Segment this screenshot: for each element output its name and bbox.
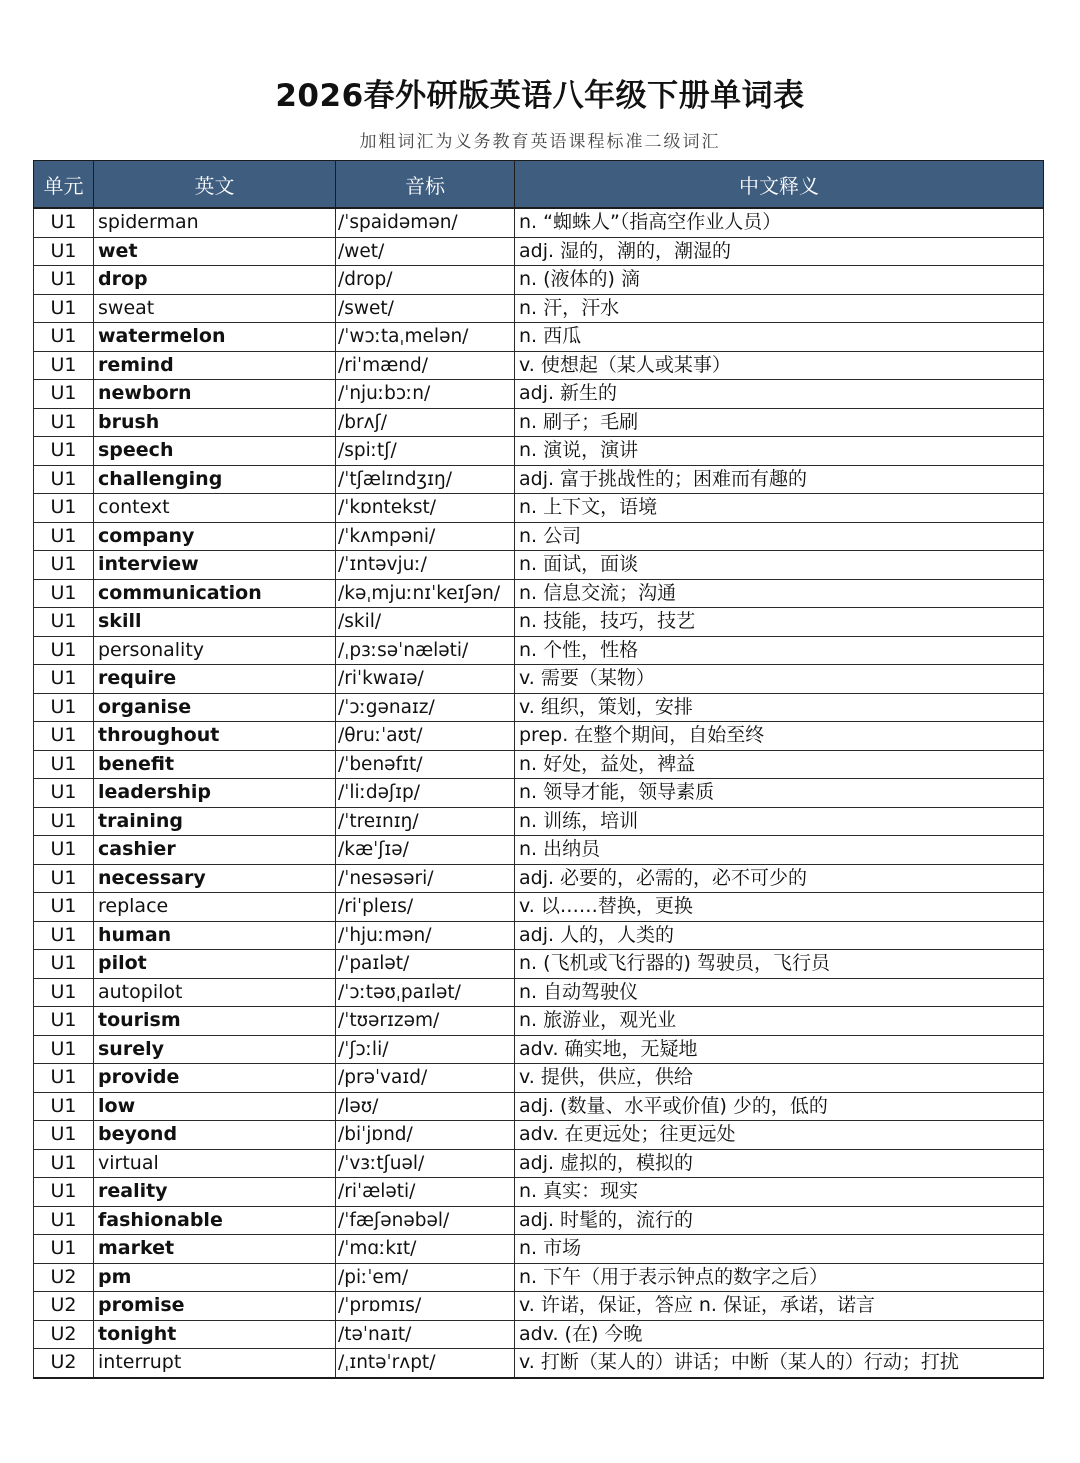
word-cell: skill [94, 608, 336, 637]
table-row [34, 893, 1044, 922]
word-cell: virtual [94, 1149, 336, 1178]
phonetic-cell: /ˈɔːtəʊˌpaɪlət/ [336, 978, 515, 1007]
word-cell: fashionable [94, 1206, 336, 1235]
table-row [34, 921, 1044, 950]
table-row [34, 950, 1044, 979]
table-row [34, 1035, 1044, 1064]
table-row [34, 978, 1044, 1007]
meaning-cell: adj. 虚拟的，模拟的 [515, 1149, 1044, 1178]
meaning-cell: n. 刷子；毛刷 [515, 408, 1044, 437]
table-row [34, 636, 1044, 665]
meaning-cell: n. 西瓜 [515, 323, 1044, 352]
word-cell: necessary [94, 864, 336, 893]
unit-cell: U1 [34, 465, 94, 494]
table-row [34, 237, 1044, 266]
word-cell: communication [94, 579, 336, 608]
table-row [34, 208, 1044, 237]
unit-cell: U1 [34, 693, 94, 722]
meaning-cell: adj. (数量、水平或价值) 少的，低的 [515, 1092, 1044, 1121]
word-cell: wet [94, 237, 336, 266]
meaning-cell: n. 训练，培训 [515, 807, 1044, 836]
phonetic-cell: /ˌɪntəˈrʌpt/ [336, 1349, 515, 1378]
phonetic-cell: /ˈnjuːbɔːn/ [336, 380, 515, 409]
meaning-cell: n. 真实：现实 [515, 1178, 1044, 1207]
word-cell: promise [94, 1292, 336, 1321]
word-cell: pilot [94, 950, 336, 979]
unit-cell: U1 [34, 408, 94, 437]
unit-cell: U1 [34, 1092, 94, 1121]
header-phonetic: 音标 [336, 161, 515, 209]
unit-cell: U1 [34, 437, 94, 466]
phonetic-cell: /riˈmænd/ [336, 351, 515, 380]
phonetic-cell: /riˈpleɪs/ [336, 893, 515, 922]
phonetic-cell: /kæˈʃɪə/ [336, 836, 515, 865]
meaning-cell: n. 演说，演讲 [515, 437, 1044, 466]
table-row [34, 1092, 1044, 1121]
meaning-cell: v. 需要（某物） [515, 665, 1044, 694]
unit-cell: U1 [34, 522, 94, 551]
word-cell: replace [94, 893, 336, 922]
meaning-cell: n. 好处，益处，裨益 [515, 750, 1044, 779]
phonetic-cell: /drop/ [336, 266, 515, 295]
phonetic-cell: /ˈspaidəmən/ [336, 208, 515, 237]
phonetic-cell: /ˈwɔːtaˌmelən/ [336, 323, 515, 352]
meaning-cell: v. 提供，供应，供给 [515, 1064, 1044, 1093]
word-cell: tourism [94, 1007, 336, 1036]
unit-cell: U1 [34, 750, 94, 779]
meaning-cell: n. 自动驾驶仪 [515, 978, 1044, 1007]
unit-cell: U2 [34, 1263, 94, 1292]
phonetic-cell: /brʌʃ/ [336, 408, 515, 437]
meaning-cell: v. 许诺，保证，答应 n. 保证，承诺，诺言 [515, 1292, 1044, 1321]
table-row [34, 1064, 1044, 1093]
word-cell: remind [94, 351, 336, 380]
meaning-cell: adj. 湿的，潮的，潮湿的 [515, 237, 1044, 266]
phonetic-cell: /swet/ [336, 294, 515, 323]
table-row [34, 1235, 1044, 1264]
unit-cell: U1 [34, 807, 94, 836]
word-cell: reality [94, 1178, 336, 1207]
word-cell: interview [94, 551, 336, 580]
phonetic-cell: /spiːtʃ/ [336, 437, 515, 466]
word-cell: human [94, 921, 336, 950]
meaning-cell: v. 打断（某人的）讲话；中断（某人的）行动；打扰 [515, 1349, 1044, 1378]
word-cell: market [94, 1235, 336, 1264]
word-cell: throughout [94, 722, 336, 751]
table-row [34, 465, 1044, 494]
unit-cell: U1 [34, 978, 94, 1007]
unit-cell: U1 [34, 1178, 94, 1207]
unit-cell: U1 [34, 1121, 94, 1150]
page-subtitle: 加粗词汇为义务教育英语课程标准二级词汇 [359, 132, 721, 152]
table-row [34, 380, 1044, 409]
phonetic-cell: /ˈʃɔːli/ [336, 1035, 515, 1064]
meaning-cell: v. 组织，策划，安排 [515, 693, 1044, 722]
unit-cell: U2 [34, 1292, 94, 1321]
meaning-cell: adj. 新生的 [515, 380, 1044, 409]
phonetic-cell: /riˈkwaɪə/ [336, 665, 515, 694]
meaning-cell: n. (飞机或飞行器的) 驾驶员，飞行员 [515, 950, 1044, 979]
phonetic-cell: /ˈmɑːkɪt/ [336, 1235, 515, 1264]
phonetic-cell: /ˈɪntəvjuː/ [336, 551, 515, 580]
meaning-cell: adj. 时髦的，流行的 [515, 1206, 1044, 1235]
unit-cell: U1 [34, 893, 94, 922]
phonetic-cell: /θruːˈaʊt/ [336, 722, 515, 751]
unit-cell: U1 [34, 237, 94, 266]
word-cell: brush [94, 408, 336, 437]
table-row [34, 522, 1044, 551]
unit-cell: U1 [34, 608, 94, 637]
vocabulary-table [33, 160, 1044, 1379]
word-cell: pm [94, 1263, 336, 1292]
unit-cell: U1 [34, 1035, 94, 1064]
word-cell: benefit [94, 750, 336, 779]
word-cell: require [94, 665, 336, 694]
unit-cell: U1 [34, 323, 94, 352]
meaning-cell: n. 旅游业，观光业 [515, 1007, 1044, 1036]
table-row [34, 579, 1044, 608]
table-row [34, 864, 1044, 893]
table-row [34, 665, 1044, 694]
page-title: 2026春外研版英语八年级下册单词表 [275, 78, 805, 114]
unit-cell: U1 [34, 1235, 94, 1264]
meaning-cell: n. 出纳员 [515, 836, 1044, 865]
word-cell: surely [94, 1035, 336, 1064]
table-row [34, 266, 1044, 295]
meaning-cell: n. 汗，汗水 [515, 294, 1044, 323]
unit-cell: U1 [34, 665, 94, 694]
meaning-cell: adj. 人的，人类的 [515, 921, 1044, 950]
word-cell: interrupt [94, 1349, 336, 1378]
phonetic-cell: /piːˈem/ [336, 1263, 515, 1292]
phonetic-cell: /ˈtreɪnɪŋ/ [336, 807, 515, 836]
word-cell: tonight [94, 1320, 336, 1349]
table-row [34, 807, 1044, 836]
unit-cell: U1 [34, 779, 94, 808]
meaning-cell: n. 面试，面谈 [515, 551, 1044, 580]
word-cell: speech [94, 437, 336, 466]
table-row [34, 608, 1044, 637]
meaning-cell: adj. 富于挑战性的；困难而有趣的 [515, 465, 1044, 494]
header-meaning: 中文释义 [515, 161, 1044, 209]
table-row [34, 408, 1044, 437]
unit-cell: U1 [34, 551, 94, 580]
meaning-cell: n. 技能，技巧，技艺 [515, 608, 1044, 637]
unit-cell: U1 [34, 950, 94, 979]
word-cell: autopilot [94, 978, 336, 1007]
unit-cell: U1 [34, 294, 94, 323]
meaning-cell: n. (液体的) 滴 [515, 266, 1044, 295]
word-cell: context [94, 494, 336, 523]
word-cell: drop [94, 266, 336, 295]
meaning-cell: n. 个性，性格 [515, 636, 1044, 665]
table-row [34, 1121, 1044, 1150]
unit-cell: U1 [34, 266, 94, 295]
table-row [34, 323, 1044, 352]
meaning-cell: adj. 必要的，必需的，必不可少的 [515, 864, 1044, 893]
meaning-cell: adv. (在) 今晚 [515, 1320, 1044, 1349]
table-row [34, 351, 1044, 380]
phonetic-cell: /ˈhjuːmən/ [336, 921, 515, 950]
phonetic-cell: /ˈɔːgənaɪz/ [336, 693, 515, 722]
phonetic-cell: /riˈæləti/ [336, 1178, 515, 1207]
phonetic-cell: /ˈliːdəʃɪp/ [336, 779, 515, 808]
word-cell: company [94, 522, 336, 551]
word-cell: organise [94, 693, 336, 722]
phonetic-cell: /ˈkʌmpəni/ [336, 522, 515, 551]
unit-cell: U1 [34, 494, 94, 523]
header-unit: 单元 [34, 161, 94, 209]
meaning-cell: n. 上下文，语境 [515, 494, 1044, 523]
unit-cell: U1 [34, 1064, 94, 1093]
phonetic-cell: /kəˌmjuːnɪˈkeɪʃən/ [336, 579, 515, 608]
table-row [34, 779, 1044, 808]
phonetic-cell: /ˈprɒmɪs/ [336, 1292, 515, 1321]
phonetic-cell: /skil/ [336, 608, 515, 637]
table-row [34, 1263, 1044, 1292]
phonetic-cell: /ˈtʃælɪndʒɪŋ/ [336, 465, 515, 494]
word-cell: newborn [94, 380, 336, 409]
phonetic-cell: /wet/ [336, 237, 515, 266]
unit-cell: U1 [34, 380, 94, 409]
unit-cell: U1 [34, 1206, 94, 1235]
word-cell: provide [94, 1064, 336, 1093]
unit-cell: U1 [34, 1007, 94, 1036]
word-cell: leadership [94, 779, 336, 808]
word-cell: low [94, 1092, 336, 1121]
meaning-cell: n. 信息交流；沟通 [515, 579, 1044, 608]
table-row [34, 722, 1044, 751]
unit-cell: U1 [34, 351, 94, 380]
word-cell: watermelon [94, 323, 336, 352]
meaning-cell: n. 下午（用于表示钟点的数字之后） [515, 1263, 1044, 1292]
phonetic-cell: /ˌpɜːsəˈnæləti/ [336, 636, 515, 665]
unit-cell: U1 [34, 921, 94, 950]
table-body [34, 208, 1044, 1378]
word-cell: spiderman [94, 208, 336, 237]
word-cell: personality [94, 636, 336, 665]
table-row [34, 437, 1044, 466]
phonetic-cell: /ˈkɒntekst/ [336, 494, 515, 523]
phonetic-cell: /təˈnaɪt/ [336, 1320, 515, 1349]
word-cell: training [94, 807, 336, 836]
unit-cell: U1 [34, 836, 94, 865]
unit-cell: U1 [34, 636, 94, 665]
phonetic-cell: /ˈnesəsəri/ [336, 864, 515, 893]
meaning-cell: n. 市场 [515, 1235, 1044, 1264]
table-row [34, 1292, 1044, 1321]
table-header-row [34, 161, 1044, 209]
meaning-cell: v. 使想起（某人或某事） [515, 351, 1044, 380]
unit-cell: U1 [34, 1149, 94, 1178]
table-row [34, 1320, 1044, 1349]
table-row [34, 1007, 1044, 1036]
phonetic-cell: /ˈbenəfɪt/ [336, 750, 515, 779]
unit-cell: U2 [34, 1349, 94, 1378]
unit-cell: U1 [34, 722, 94, 751]
table-row [34, 1178, 1044, 1207]
header-english: 英文 [94, 161, 336, 209]
word-cell: sweat [94, 294, 336, 323]
meaning-cell: n. 领导才能，领导素质 [515, 779, 1044, 808]
meaning-cell: adv. 在更远处；往更远处 [515, 1121, 1044, 1150]
meaning-cell: prep. 在整个期间，自始至终 [515, 722, 1044, 751]
meaning-cell: adv. 确实地，无疑地 [515, 1035, 1044, 1064]
phonetic-cell: /prəˈvaɪd/ [336, 1064, 515, 1093]
table-row [34, 1206, 1044, 1235]
table-row [34, 750, 1044, 779]
table-row [34, 494, 1044, 523]
phonetic-cell: /ˈfæʃənəbəl/ [336, 1206, 515, 1235]
table-row [34, 693, 1044, 722]
table-row [34, 836, 1044, 865]
phonetic-cell: /ˈvɜːtʃuəl/ [336, 1149, 515, 1178]
phonetic-cell: /ˈpaɪlət/ [336, 950, 515, 979]
meaning-cell: n. “蜘蛛人”（指高空作业人员） [515, 208, 1044, 237]
unit-cell: U2 [34, 1320, 94, 1349]
table-row [34, 294, 1044, 323]
meaning-cell: n. 公司 [515, 522, 1044, 551]
word-cell: beyond [94, 1121, 336, 1150]
phonetic-cell: /ˈtʊərɪzəm/ [336, 1007, 515, 1036]
word-cell: cashier [94, 836, 336, 865]
phonetic-cell: /biˈjɒnd/ [336, 1121, 515, 1150]
unit-cell: U1 [34, 208, 94, 237]
unit-cell: U1 [34, 864, 94, 893]
table-row [34, 551, 1044, 580]
unit-cell: U1 [34, 579, 94, 608]
word-cell: challenging [94, 465, 336, 494]
phonetic-cell: /ləʊ/ [336, 1092, 515, 1121]
table-row [34, 1349, 1044, 1378]
table-row [34, 1149, 1044, 1178]
meaning-cell: v. 以……替换，更换 [515, 893, 1044, 922]
